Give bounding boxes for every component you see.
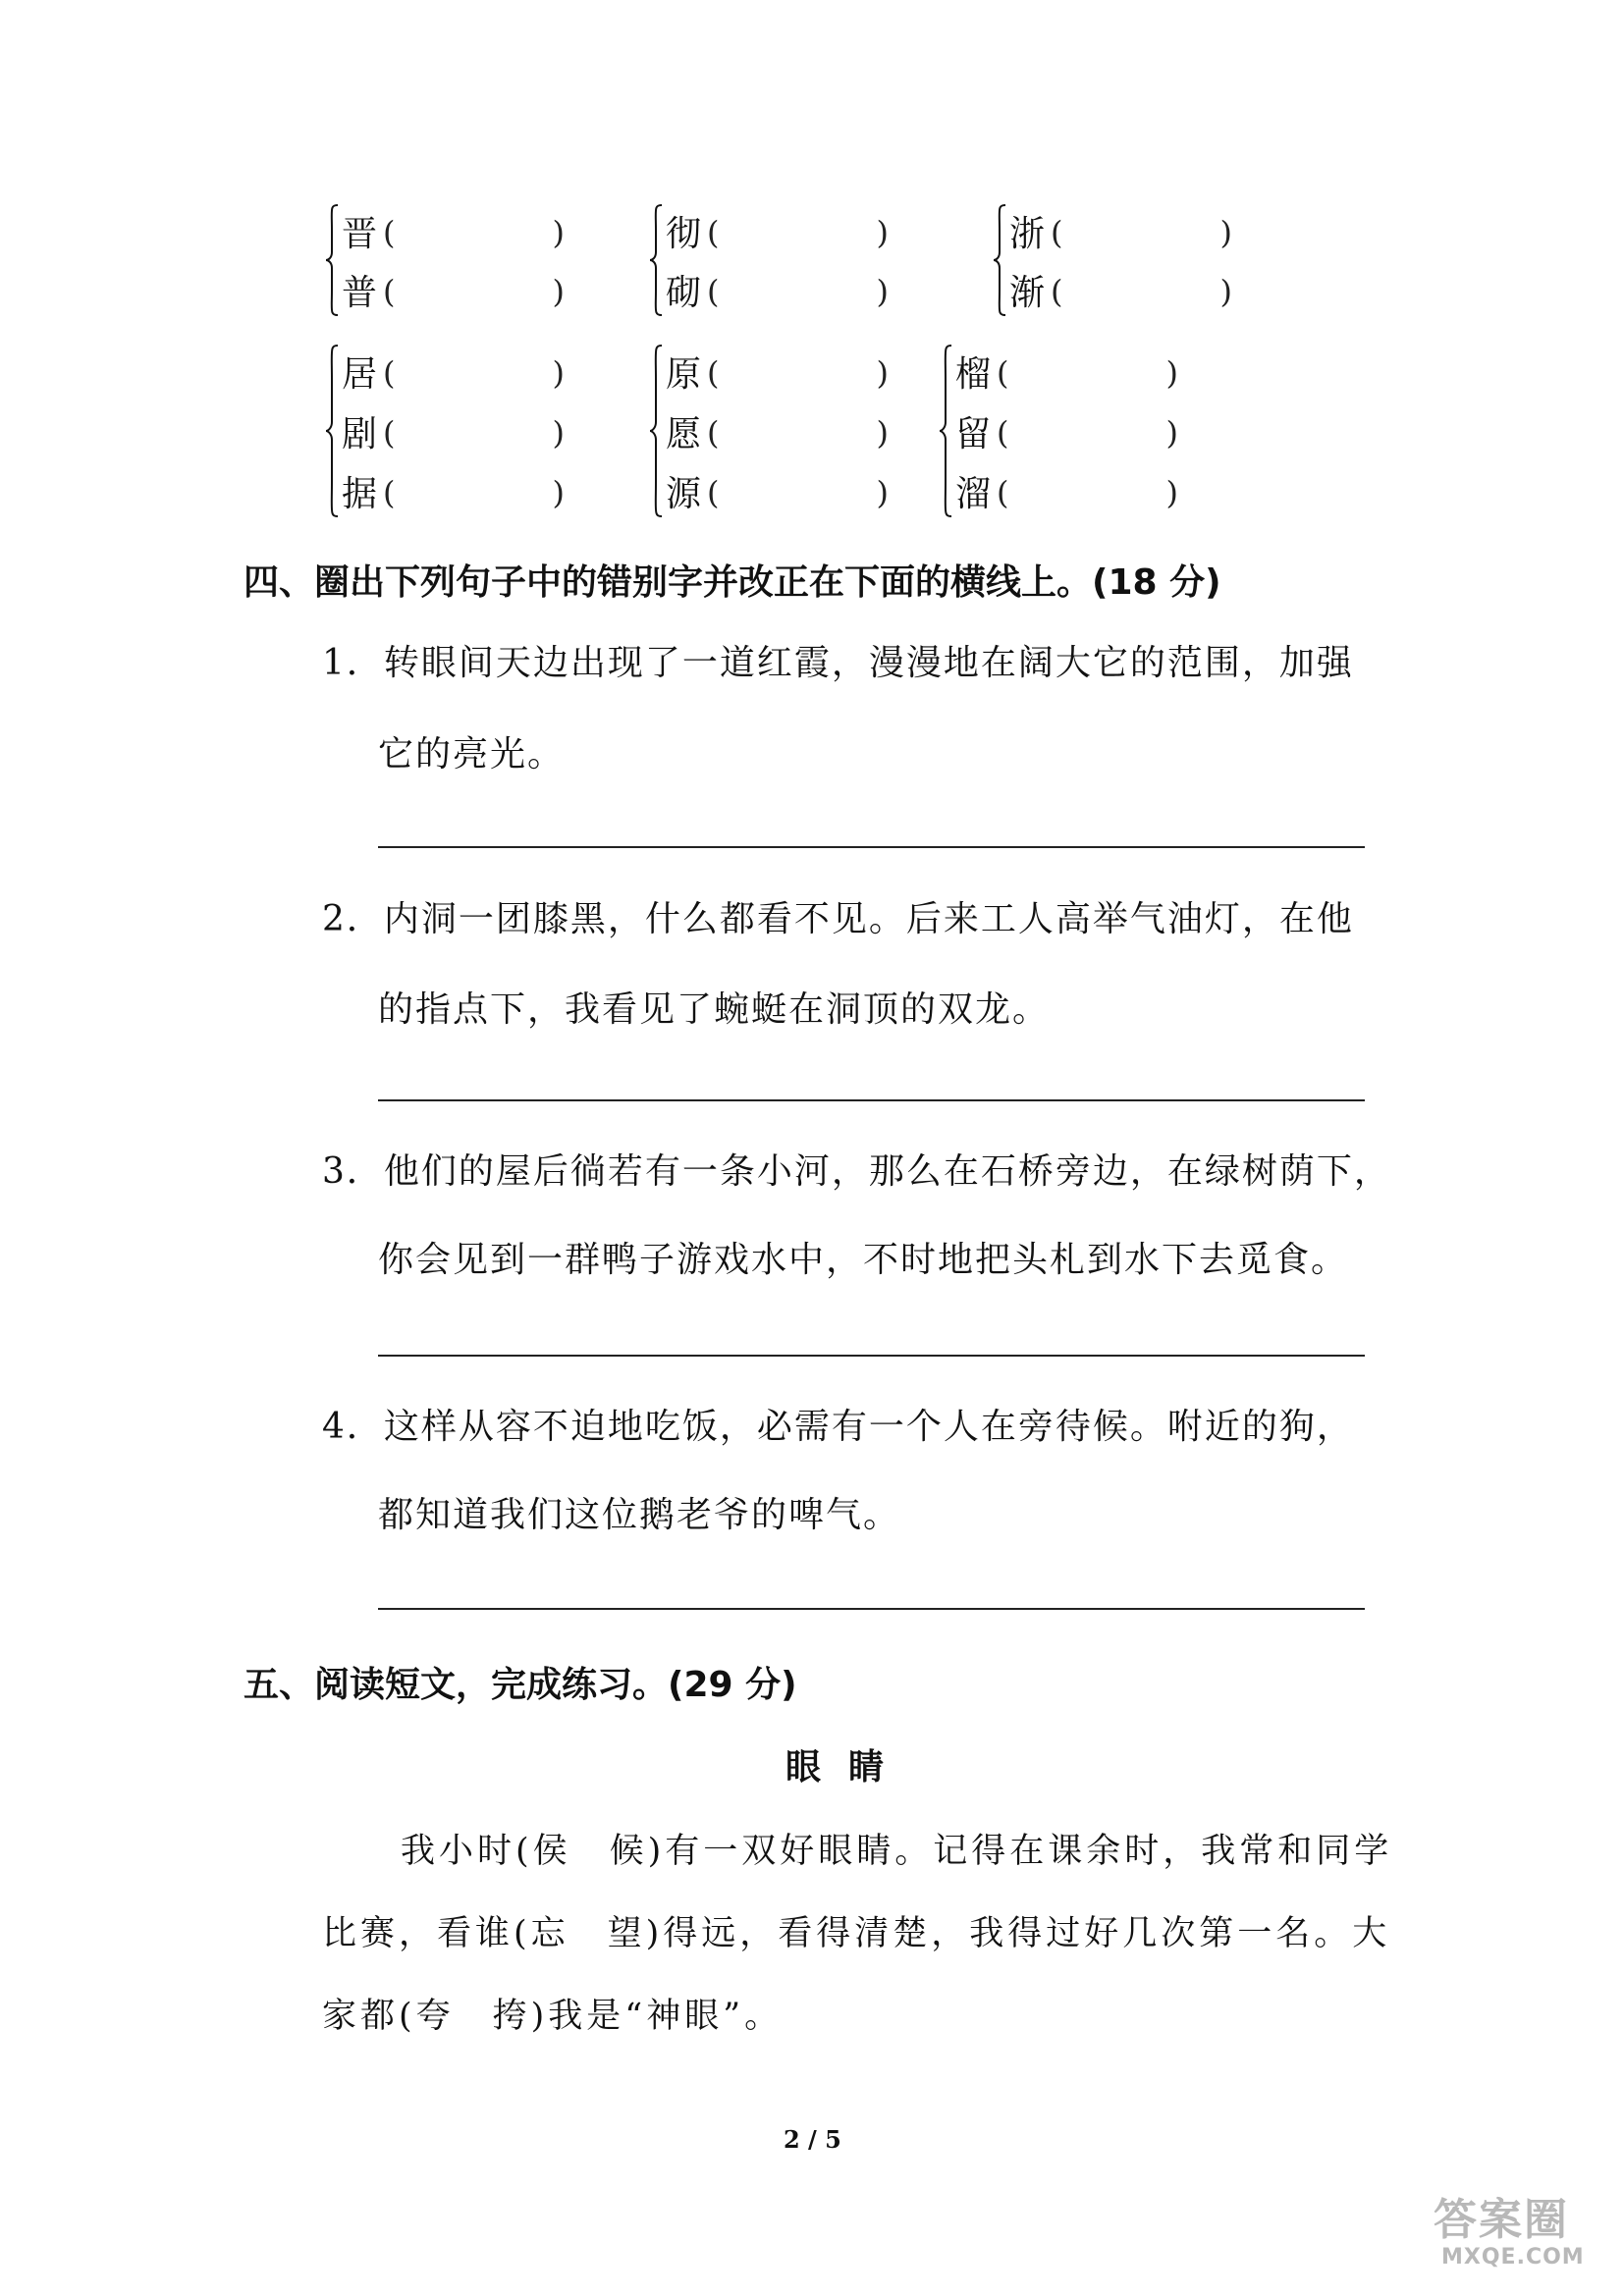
char: 愿 bbox=[666, 413, 702, 454]
answer-blank[interactable]: ( ) bbox=[1051, 214, 1232, 251]
char: 剧 bbox=[342, 413, 378, 454]
sentence-1-line-1: 1．转眼间天边出现了一道红霞，漫漫地在阔大它的范围，加强 bbox=[322, 643, 1354, 683]
char-group-2 bbox=[648, 201, 923, 319]
char: 晋 bbox=[342, 213, 378, 254]
brace-icon bbox=[648, 201, 664, 319]
answer-blank[interactable]: ( ) bbox=[383, 273, 565, 310]
answer-blank[interactable]: ( ) bbox=[707, 354, 889, 392]
char: 居 bbox=[342, 353, 378, 395]
char: 彻 bbox=[666, 213, 702, 254]
char: 溜 bbox=[955, 473, 992, 514]
sentence-3-line-2: 你会见到一群鸭子游戏水中，不时地把头札到水下去觅食。 bbox=[378, 1240, 1349, 1280]
answer-blank[interactable]: ( ) bbox=[383, 474, 565, 511]
answer-blank[interactable]: ( ) bbox=[1051, 273, 1232, 310]
sentence-3-line-1: 3．他们的屋后徜若有一条小河，那么在石桥旁边，在绿树荫下， bbox=[322, 1151, 1391, 1192]
watermark bbox=[1414, 2184, 1610, 2282]
char: 榴 bbox=[955, 353, 992, 395]
section-5-heading: 五、阅读短文，完成练习。(29 分) bbox=[244, 1665, 797, 1705]
brace-icon bbox=[648, 342, 664, 520]
answer-blank[interactable]: ( ) bbox=[997, 414, 1178, 452]
char: 据 bbox=[342, 473, 378, 514]
brace-icon bbox=[938, 342, 953, 520]
char-group-3 bbox=[992, 201, 1267, 319]
answer-blank[interactable]: ( ) bbox=[707, 414, 889, 452]
brace-icon bbox=[324, 342, 340, 520]
answer-line-2[interactable] bbox=[378, 1099, 1365, 1101]
answer-line-3[interactable] bbox=[378, 1355, 1365, 1357]
sentence-4-line-1: 4．这样从容不迫地吃饭，必需有一个人在旁待候。咐近的狗， bbox=[322, 1407, 1354, 1447]
char: 源 bbox=[666, 473, 702, 514]
sentence-2-line-1: 2．内洞一团膝黑，什么都看不见。后来工人高举气油灯，在他 bbox=[322, 899, 1354, 939]
passage-line-3: 家都(夸 挎)我是“神眼”。 bbox=[322, 1997, 784, 2036]
answer-blank[interactable]: ( ) bbox=[707, 273, 889, 310]
section-4-heading: 四、圈出下列句子中的错别字并改正在下面的横线上。(18 分) bbox=[244, 562, 1221, 603]
char: 留 bbox=[955, 413, 992, 454]
passage-title: 眼睛 bbox=[785, 1747, 912, 1788]
answer-blank[interactable]: ( ) bbox=[383, 214, 565, 251]
answer-blank[interactable]: ( ) bbox=[707, 474, 889, 511]
watermark-logo: 答案圈 bbox=[1434, 2195, 1569, 2245]
page-number: 2 / 5 bbox=[784, 2125, 841, 2154]
answer-blank[interactable]: ( ) bbox=[707, 214, 889, 251]
char: 浙 bbox=[1009, 213, 1046, 254]
char-group-6 bbox=[938, 342, 1213, 520]
answer-blank[interactable]: ( ) bbox=[383, 354, 565, 392]
answer-blank[interactable]: ( ) bbox=[997, 474, 1178, 511]
char: 砌 bbox=[666, 272, 702, 313]
brace-icon bbox=[992, 201, 1007, 319]
char: 原 bbox=[666, 353, 702, 395]
char-group-4 bbox=[324, 342, 599, 520]
passage-line-2: 比赛，看谁(忘 望)得远，看得清楚，我得过好几次第一名。大 bbox=[322, 1914, 1391, 1953]
brace-icon bbox=[324, 201, 340, 319]
answer-blank[interactable]: ( ) bbox=[383, 414, 565, 452]
char: 普 bbox=[342, 272, 378, 313]
sentence-2-line-2: 的指点下，我看见了蜿蜓在洞顶的双龙。 bbox=[378, 989, 1051, 1030]
answer-blank[interactable]: ( ) bbox=[997, 354, 1178, 392]
char-group-1 bbox=[324, 201, 599, 319]
sentence-4-line-2: 都知道我们这位鹅老爷的啤气。 bbox=[378, 1495, 901, 1535]
watermark-url: MXQE.COM bbox=[1441, 2245, 1585, 2269]
passage-line-1: 我小时(侯 候)有一双好眼睛。记得在课余时，我常和同学 bbox=[401, 1832, 1393, 1871]
answer-line-1[interactable] bbox=[378, 846, 1365, 848]
char-group-5 bbox=[648, 342, 923, 520]
answer-line-4[interactable] bbox=[378, 1608, 1365, 1610]
char: 渐 bbox=[1009, 272, 1046, 313]
sentence-1-line-2: 它的亮光。 bbox=[378, 734, 566, 774]
